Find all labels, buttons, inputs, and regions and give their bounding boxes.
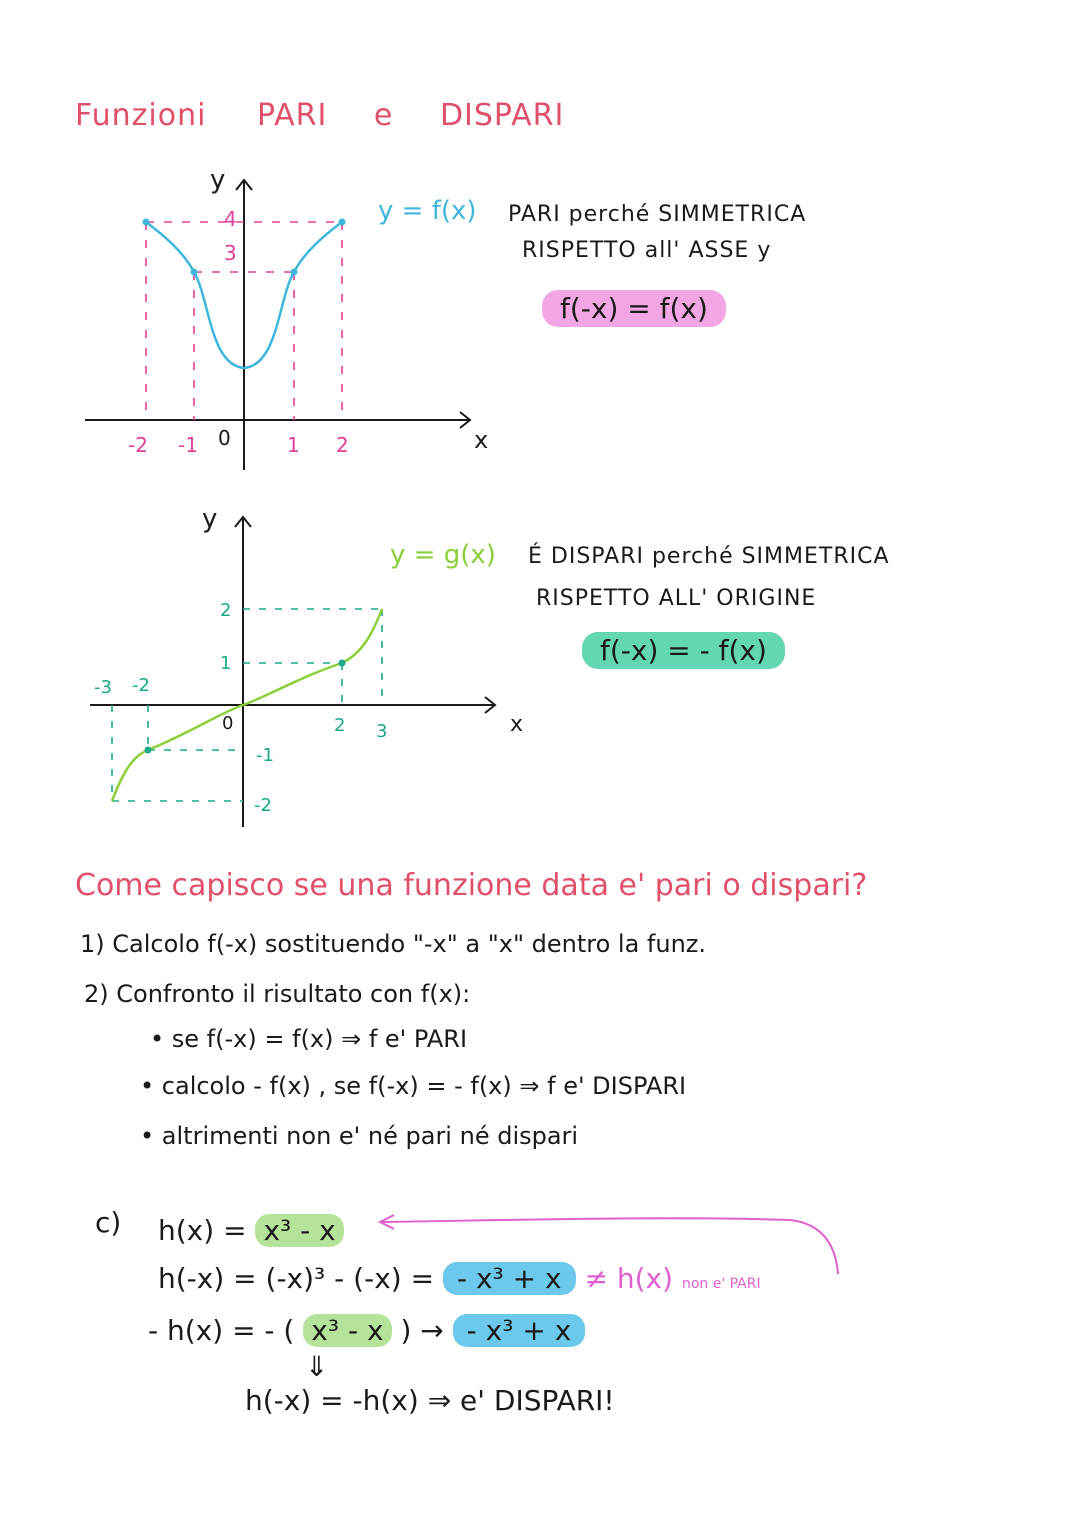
x-tick-1: 1	[287, 433, 300, 457]
step-2: 2) Confronto il risultato con f(x):	[84, 980, 471, 1008]
page-title	[75, 98, 564, 133]
x-axis-label: x	[510, 712, 524, 737]
conclusion: h(-x) = -h(x) ⇒ e' DISPARI!	[245, 1384, 615, 1417]
title-word-e: e	[373, 98, 394, 133]
even-description-line1: PARI perché SIMMETRICA	[508, 202, 807, 227]
neg-h-inner-highlight: x³ - x	[303, 1314, 391, 1347]
implies-arrow: ⇓	[305, 1350, 329, 1383]
not-even-note: non e' PARI	[681, 1276, 761, 1292]
g-function-label: y = g(x)	[390, 540, 496, 570]
x-tick-neg3: -3	[94, 677, 112, 698]
origin-label: 0	[222, 713, 234, 734]
y-tick-1: 1	[220, 653, 232, 674]
question-heading: Come capisco se una funzione data e' pari o dispari?	[75, 868, 868, 903]
x-tick-neg2: -2	[132, 675, 150, 696]
bullet-neither: • altrimenti non e' né pari né dispari	[140, 1122, 579, 1150]
odd-description-line1: É DISPARI perché SIMMETRICA	[528, 544, 890, 569]
example-label: c)	[95, 1206, 122, 1239]
even-description-line2: RISPETTO all' ASSE y	[522, 238, 772, 263]
bullet-even: • se f(-x) = f(x) ⇒ f e' PARI	[150, 1025, 468, 1053]
example-line-1	[158, 1214, 344, 1247]
neg-h-result-highlight: - x³ + x	[453, 1314, 586, 1347]
x-tick-2: 2	[334, 715, 346, 736]
x-tick-neg1: -1	[178, 433, 198, 457]
y-tick-neg1: -1	[256, 745, 274, 766]
even-formula: f(-x) = f(x)	[542, 290, 726, 327]
x-tick-3: 3	[376, 721, 388, 742]
x-tick-2: 2	[336, 433, 349, 457]
example-line-2	[158, 1262, 761, 1295]
y-axis-label: y	[210, 165, 226, 195]
x-axis-label: x	[474, 426, 489, 454]
h-neg-x-highlight: - x³ + x	[443, 1262, 576, 1295]
x-tick-neg2: -2	[128, 433, 148, 457]
title-word-pari: PARI	[256, 98, 328, 133]
title-word-funzioni: Funzioni	[75, 98, 207, 133]
h-definition-highlight: x³ - x	[255, 1214, 343, 1247]
y-tick-4: 4	[224, 207, 237, 231]
odd-formula: f(-x) = - f(x)	[582, 632, 785, 669]
title-word-dispari: DISPARI	[439, 98, 565, 133]
origin-label: 0	[218, 426, 231, 450]
y-tick-neg2: -2	[254, 795, 272, 816]
y-tick-2: 2	[220, 600, 232, 621]
y-tick-3: 3	[224, 241, 237, 265]
h-neg-x-left: h(-x) = (-x)³ - (-x) =	[158, 1262, 435, 1295]
step-1: 1) Calcolo f(-x) sostituendo "-x" a "x" dentro la funz.	[80, 930, 707, 958]
bullet-odd: • calcolo - f(x) , se f(-x) = - f(x) ⇒ f e' DISPARI	[140, 1072, 687, 1100]
example-line-3	[148, 1314, 585, 1347]
h-definition-left: h(x) =	[158, 1214, 247, 1247]
odd-description-line2: RISPETTO ALL' ORIGINE	[536, 586, 817, 611]
f-function-label: y = f(x)	[378, 196, 477, 226]
neg-h-mid: ) →	[400, 1314, 444, 1347]
y-axis-label: y	[202, 505, 218, 534]
not-equal-h: ≠ h(x)	[584, 1262, 674, 1295]
neg-h-left: - h(x) = - (	[148, 1314, 295, 1347]
